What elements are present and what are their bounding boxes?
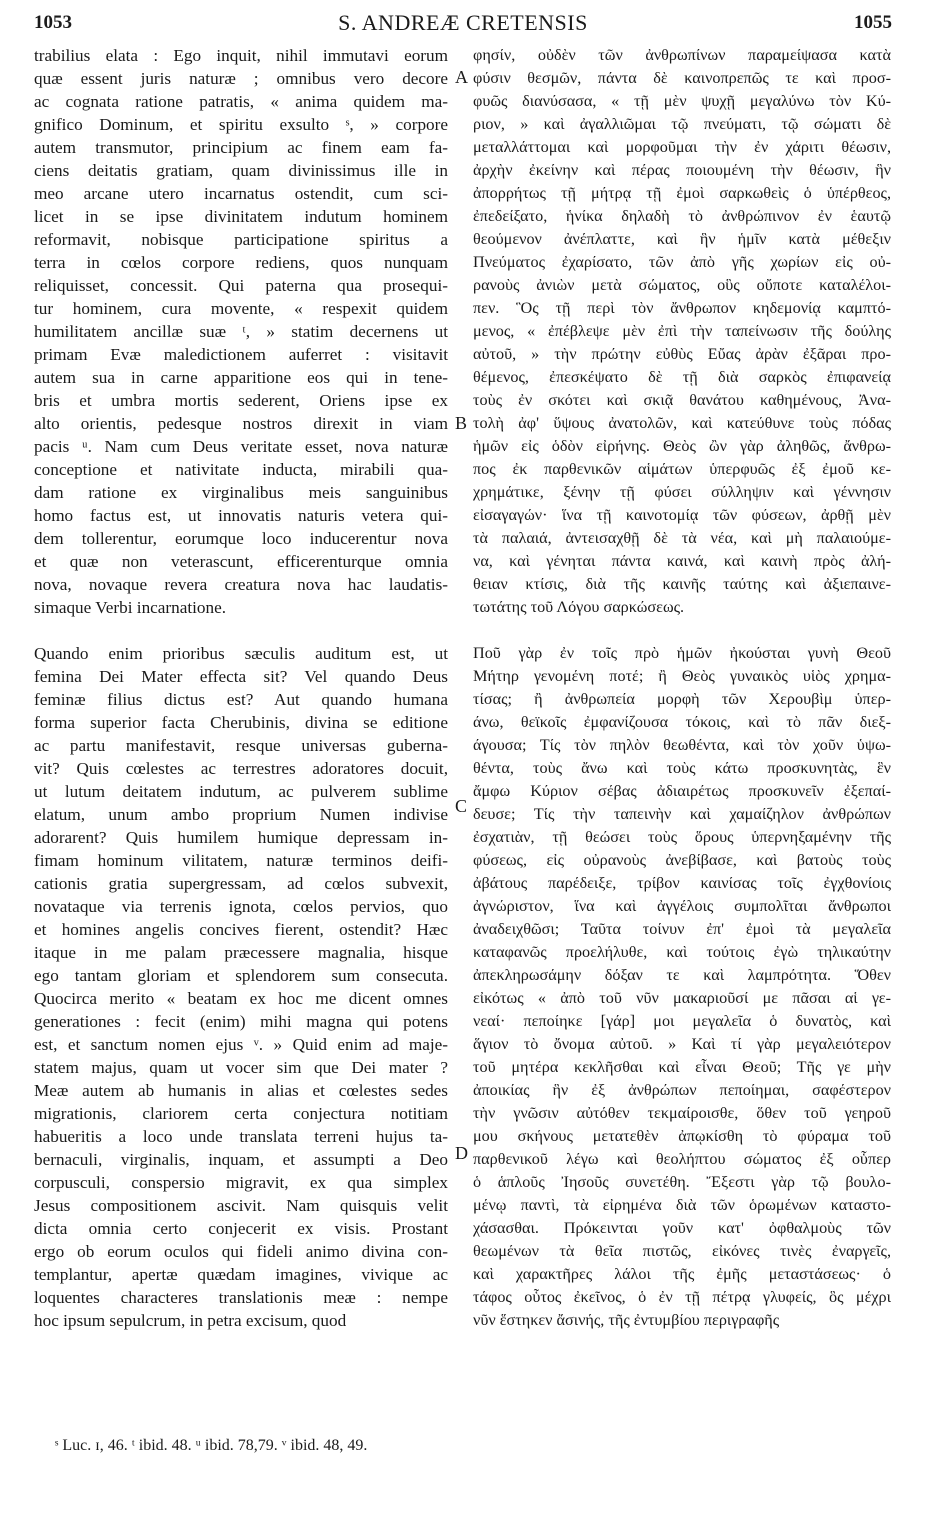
greek-text-line: άγουσα; Τίς τὸν πηλὸν θεωθέντα, καὶ τὸν χοῦν ὑψω- (473, 736, 891, 754)
latin-text-line: simaque Verbi incarnatione. (34, 598, 227, 617)
left-column-latin (34, 44, 448, 1332)
latin-text-line: templantur, apertæ quædam imagines, vivique ac (34, 1265, 448, 1284)
greek-text-line: παρθενικοῦ λέγω καὶ θεολήπτου σώματος ἐξ οὗπερ (473, 1150, 891, 1168)
latin-text-line: est, et sanctum nomen ejus ᵛ. » Quid enim ad maje- (34, 1035, 448, 1054)
latin-text-line: pacis ᵘ. Nam cum Deus veritate esset, nova naturæ (34, 437, 448, 456)
latin-text-line: homo factus est, ut innovatis naturis vetera qui- (34, 506, 448, 525)
greek-text-line: ἐσχατιὰν, τῇ θεώσει τοὺς ὅρους ὑπερνηξαμένην τῆς (473, 828, 891, 846)
greek-text-line: τὰ παλαιά, ἀντεισαχθῇ δὲ τὰ νέα, καὶ μὴ παλαιούμε- (473, 529, 891, 547)
latin-text-line: autem transmutor, principium ac finem eam fa- (34, 138, 448, 157)
latin-text-line: et homines angelis concives fierent, ostendit? Hæc (34, 920, 448, 939)
right-column-greek (473, 44, 891, 1332)
latin-text-line: dem tollerentur, eorumque loco inducerentur nova (34, 529, 448, 548)
latin-text-line: reliquisset, concessit. Qui paterna qua prosequi- (34, 276, 448, 295)
latin-text-line: dicta omnia certo conjecerit ex visis. Prostant (34, 1219, 448, 1238)
latin-text-line: cationis gratia supergressam, ad cœlos subvexit, (34, 874, 448, 893)
section-marker-b: B (455, 413, 468, 433)
greek-text-line: μένῳ παντὶ, τὰ εἰρημένα διὰ τῶν ὁρωμένων καταστο- (473, 1196, 891, 1214)
greek-text-line: ἅγιον τὸ ὄνομα αὐτοῦ. » Καὶ τί γὰρ μεγαλειότερον (473, 1035, 891, 1053)
greek-text-line: εἰκότως « ἀπὸ τοῦ νῦν μακαριοῦσί με πᾶσαι αἱ γε- (473, 989, 891, 1007)
latin-text-line: ac cognata ratione patratis, « anima quidem ma- (34, 92, 448, 111)
greek-text-line: μεταλλάττομαι καὶ μορφοῦμαι τὴν ἐν χάριτι θέωσιν, (473, 138, 891, 156)
greek-text-line: χρημάτικε, ξένην τῇ φύσει σύλληψιν καὶ γέννησιν (473, 483, 891, 501)
section-marker-c: C (455, 796, 468, 816)
latin-text-line: Meæ autem ab humanis in alias et cœlestes sedes (34, 1081, 448, 1100)
latin-text-line: gnifico Dominum, et spiritu exsulto ˢ, » corpore (34, 115, 448, 134)
greek-text-line: καταφανῶς προελήλυθε, καὶ τούτοις ἐγὼ τηλικαύτην (473, 943, 891, 961)
greek-text-line: τίσας; ἢ ἀνθρωπεία μορφὴ τῶν Χερουβὶμ ὑπερ- (473, 690, 891, 708)
latin-text-line: quæ essent juris naturæ ; omnibus vero decore (34, 69, 448, 88)
greek-text-line: τωτάτης τοῦ Λόγου σαρκώσεως. (473, 598, 685, 616)
page-number-left: 1053 (34, 12, 72, 33)
greek-text-line: ἀπορρήτως τῇ μήτρᾳ τῇ ἐμοὶ σαρκωθεὶς ὁ ὑπέρθεος, (473, 184, 891, 202)
greek-text-line: φύσεως, εἰς οὐρανοὺς ἀνεβίβασε, καὶ βατοὺς τοὺς (473, 851, 891, 869)
paragraph-gap (473, 619, 891, 642)
latin-text-line: conceptione et nativitate inducta, mirabili qua- (34, 460, 448, 479)
latin-text-line: et quæ non veterascunt, efficerenturque omnia (34, 552, 448, 571)
latin-text-line: ergo ob eorum oculos qui fideli animo divina con- (34, 1242, 448, 1261)
greek-text-line: χάσασθαι. Πρόκεινται γοῦν κατ' ὀφθαλμοὺς τῶν (473, 1219, 891, 1237)
greek-text-line: τάφος οὗτος ἐκεῖνος, ὁ ἐν τῇ πέτρᾳ γλυφείς, ὃς μέχρι (473, 1288, 891, 1306)
page-number-right: 1055 (854, 12, 892, 33)
latin-text-line: habueritis a loco unde translata terreni hujus ta- (34, 1127, 448, 1146)
latin-text-line: ciens deitatis gratiam, quam divinissimus ille in (34, 161, 448, 180)
latin-text-line: feminæ filius dictus est? Aut quando humana (34, 690, 448, 709)
latin-text-line: trabilius elata : Ego inquit, nihil immutavi eorum (34, 46, 448, 65)
greek-text-line: ἀπεκληρωσάμην δόξαν τε καὶ λαμπρότητα. Ὅθεν (473, 966, 891, 984)
latin-text-line: novataque via terrenis ignota, cœlos pervios, quo (34, 897, 448, 916)
section-marker-d: D (455, 1143, 468, 1163)
latin-text-line: itaque in me palam præcessere magnalia, hisque (34, 943, 448, 962)
greek-text-line: θεούμενον ἀνέπλαττε, καὶ ἣν ἡμῖν κατὰ μέθεξιν (473, 230, 891, 248)
latin-text-line: autem sua in carne apparitione eos qui in tene- (34, 368, 448, 387)
latin-text-line: ac partu manifestavit, resque universas guberna- (34, 736, 448, 755)
greek-text-line: μενος, « ἐπέβλεψε μὲν ἐπὶ τὴν ταπείνωσιν τῆς δούλης (473, 322, 891, 340)
latin-text-line: humilitatem ancillæ suæ ᵗ, » statim decernens ut (34, 322, 448, 341)
greek-text-line: ἀγνώριστον, ἵνα καὶ ἀγγέλοις συμπολῖται ἄνθρωποι (473, 897, 891, 915)
latin-text-line: elatum, unum ambo proprium Numen indivise (34, 805, 448, 824)
greek-text-line: θέντα, τοὺς ἄνω καὶ τοὺς κάτω προσκυνητὰς, ἓν (473, 759, 891, 777)
paragraph-gap (34, 619, 448, 642)
greek-text-line: θέμενος, ἐπεσκέψατο δὲ τῇ διὰ σαρκὸς ἐπιφανείᾳ (473, 368, 891, 386)
greek-text-line: Πνεύματος ἐχαρίσατο, τῶν ἀπὸ γῆς χωρίων εἰς οὐ- (473, 253, 891, 271)
greek-text-line: ὁ ἁπλοῦς Ἰησοῦς συνετέθη. Ἔξεστι γὰρ τῷ βουλο- (473, 1173, 891, 1191)
greek-text-line: ἐπεδείξατο, ἡνίκα δηλαδὴ τὸ ἀνθρώπινον ἐν ἑαυτῷ (473, 207, 891, 225)
greek-text-line: Μήτηρ γενομένη ποτέ; ἢ Θεὸς γυναικὸς υἱὸς χρημα- (473, 667, 891, 685)
greek-text-line: τὴν γνῶσιν αὐτόθεν τεκμαίροισθε, ὅθεν τοῦ γεηροῦ (473, 1104, 891, 1122)
latin-text-line: bris et umbra mortis sederent, Oriens ipse ex (34, 391, 448, 410)
latin-text-line: tur hominem, cura movente, « respexit quidem (34, 299, 448, 318)
greek-text-line: Ποῦ γὰρ ἐν τοῖς πρὸ ἡμῶν ἠκούσται γυνὴ Θεοῦ (473, 644, 891, 662)
greek-text-line: ριον, » καὶ ἀγαλλιῶμαι τῷ πνεύματι, τῷ σώματι δὲ (473, 115, 891, 133)
greek-text-line: άνω, θεϊκοῖς ἐμφανίζουσα τόκοις, καὶ τὸ πᾶν διεξ- (473, 713, 891, 731)
latin-text-line: fimam hominum vilitatem, naturæ terminos deifi- (34, 851, 448, 870)
footnotes: ˢ Luc. ɪ, 46. ᵗ ibid. 48. ᵘ ibid. 78,79. ᵛ ibid. 48, 49. (55, 1437, 368, 1454)
greek-text-line: αὐτοῦ, » τὴν πρώτην εὐθὺς Εὔας ἀρὰν ἐξᾶραι προ- (473, 345, 891, 363)
greek-text-line: ἀβάτους παρέδειξε, τρίβον καινίσας τοῖς ἐγχθονίοις (473, 874, 891, 892)
latin-text-line: alto orientis, pedesque nostros direxit in viam (34, 414, 448, 433)
latin-text-line: bernaculi, virginalis, inquam, et assumpti a Deo (34, 1150, 448, 1169)
latin-text-line: generationes : fecit (enim) mihi magna qui potens (34, 1012, 448, 1031)
greek-text-line: πεν. Ὃς τῇ περὶ τὸν ἄνθρωπον κηδεμονίᾳ καμπτό- (473, 299, 891, 317)
greek-text-line: ἀναδειχθῶσι; Ταῦτα τοίνυν ἐπ' ἐμοὶ τὰ μεγαλεῖα (473, 920, 891, 938)
greek-text-line: φησίν, οὐδὲν τῶν ἀνθρωπίνων παραμείψασα κατὰ (473, 46, 891, 64)
latin-text-line: meo arcane utero incarnatus ostendit, cum sci- (34, 184, 448, 203)
latin-text-line: femina Dei Mater effecta sit? Vel quando Deus (34, 667, 448, 686)
greek-text-line: ἀρχὴν ἐκείνην καὶ πέρας ποιουμένη τὴν θέωσιν, ἣν (473, 161, 891, 179)
greek-text-line: φύσιν θεσμῶν, πάντα δὲ καινοπρεπῶς τε καὶ προσ- (473, 69, 891, 87)
greek-text-line: ἄμφω Κύριον σέβας ἀδιαιρέτως προσκυνεῖν ἐξεπαί- (473, 782, 891, 800)
latin-text-line: nova, novaque revera creatura nova hac laudatis- (34, 575, 448, 594)
greek-text-line: ἀποικίας ἣν ἐξ ἀνθρώπων πεποίημαι, σαφέστερον (473, 1081, 891, 1099)
greek-text-line: καὶ χαρακτῆρες λάλοι τῆς ἐμῆς μεταστάσεως· ὁ (473, 1265, 891, 1283)
greek-text-line: θεωμένων τὰ θεῖα πιστῶς, εἰκόνες τινὲς ἐναργεῖς, (473, 1242, 891, 1260)
latin-text-line: Jesus compositionem ascivit. Nam quisquis velit (34, 1196, 448, 1215)
latin-text-line: ego tantam gloriam et splendorem sum consecuta. (34, 966, 448, 985)
latin-text-line: migrationis, clariorem certa conjectura notitiam (34, 1104, 448, 1123)
greek-text-line: δευσε; Τίς τὴν ταπεινὴν καὶ χαμαίζηλον ἀνθρώπων (473, 805, 891, 823)
latin-text-line: primam Evæ maledictionem auferret : visitavit (34, 345, 448, 364)
greek-text-line: ρανοὺς ἀνιὼν μετὰ σώματος, οὓς οὔποτε καταλέλοι- (473, 276, 891, 294)
latin-text-line: terra in cœlos corpore rediens, quos nunquam (34, 253, 448, 272)
latin-text-line: ut lutum deitatem indutum, ac pulverem sublime (34, 782, 448, 801)
page-header (34, 8, 892, 38)
latin-text-line: corpusculi, conspersio migravit, ex qua simplex (34, 1173, 448, 1192)
latin-text-line: reformavit, nobisque participatione spiritus a (34, 230, 448, 249)
latin-text-line: vit? Quis cœlestes ac terrestres adoratores docuit, (34, 759, 448, 778)
greek-text-line: φυῶς διανύσασα, « τῇ μὲν ψυχῇ μεγαλύνω τὸν Κύ- (473, 92, 891, 110)
section-marker-a: A (455, 67, 468, 87)
latin-text-line: dam ratione ex virginalibus meis sanguinibus (34, 483, 448, 502)
latin-text-line: adorarent? Quis humilem humique depressam in- (34, 828, 448, 847)
greek-text-line: τολὴ ἀφ' ὕψους ἀνατολῶν, καὶ κατεύθυνε τοὺς πόδας (473, 414, 891, 432)
greek-text-line: ἡμῶν εἰς ὁδὸν εἰρήνης. Θεὸς ὢν γὰρ ἀληθῶς, ἄνθρω- (473, 437, 891, 455)
greek-text-line: τοῦ μητέρα κεκλῆσθαι καὶ εἶναι Θεοῦ; Τῆς γε μὴν (473, 1058, 891, 1076)
latin-text-line: Quocirca merito « beatam ex hoc me dicent omnes (34, 989, 448, 1008)
latin-text-line: loquentes characteres translationis meæ : nempe (34, 1288, 448, 1307)
greek-text-line: τοὺς ἐν σκότει καὶ σκιᾷ θανάτου καθημένους, Ἀνα- (473, 391, 891, 409)
latin-text-line: Quando enim prioribus sæculis auditum est, ut (34, 644, 448, 663)
latin-text-line: statem majus, quam ut vocer sim que Dei mater ? (34, 1058, 448, 1077)
greek-text-line: να, καὶ γένηται πάντα καινά, καὶ καινὴ πρὸς ἀλή- (473, 552, 891, 570)
greek-text-line: μου σκήνους μετατεθὲν ἀπῳκίσθη τὸ φύραμα τοῦ (473, 1127, 891, 1145)
latin-text-line: forma superior facta Cherubinis, divina se editione (34, 713, 448, 732)
greek-text-line: νεαί· πεποίηκε [γάρ] μοι μεγαλεῖα ὁ δυνατὸς, καὶ (473, 1012, 891, 1030)
greek-text-line: νῦν ἕστηκεν ἄσινής, τῆς ἐντυμβίου περιγραφῆς (473, 1311, 780, 1329)
greek-text-line: θειαν κτίσις, διὰ τῆς καινῆς ταύτης καὶ ἀξιεπαινε- (473, 575, 891, 593)
running-title: S. ANDREÆ CRETENSIS (338, 10, 588, 35)
latin-text-line: hoc ipsum sepulcrum, in petra excisum, quod (34, 1311, 347, 1330)
latin-text-line: licet in se ipse divinitatem indutum hominem (34, 207, 448, 226)
greek-text-line: εἰσαγαγών· ἵνα τῇ καινοτομίᾳ τῶν φύσεων, ἀρθῇ μὲν (473, 506, 891, 524)
greek-text-line: πος ἐκ παρθενικῶν αἱμάτων ὑπερφυῶς ἐξ ἐμοῦ κε- (473, 460, 891, 478)
